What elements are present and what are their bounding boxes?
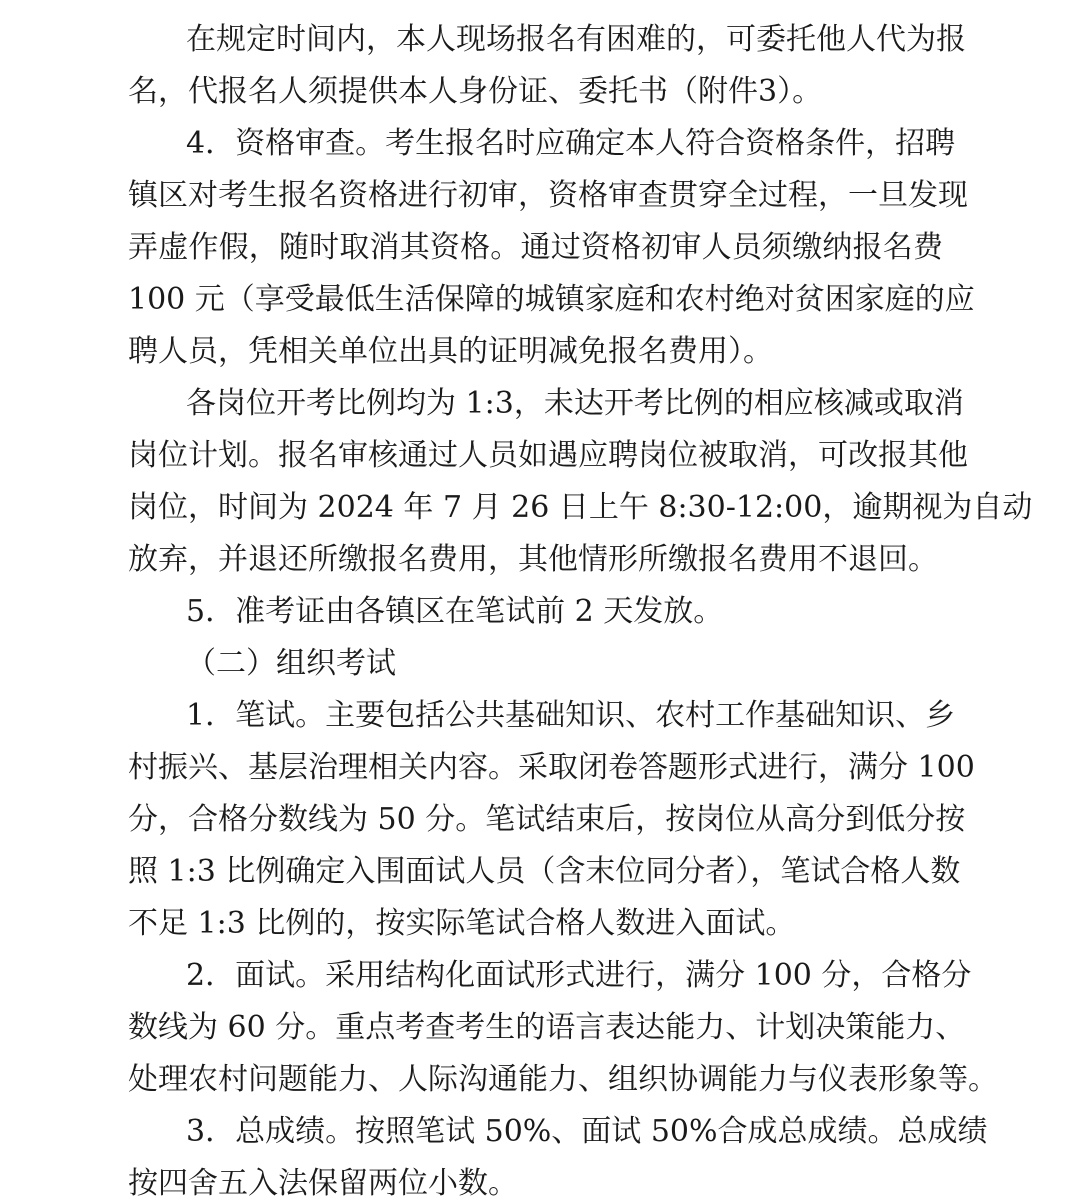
section-heading: （二）组织考试 bbox=[186, 646, 396, 681]
text-line: 100 元（享受最低生活保障的城镇家庭和农村绝对贫困家庭的应 bbox=[128, 282, 975, 317]
text-line: 岗位，时间为 2024 年 7 月 26 日上午 8:30-12:00，逾期视为自动 bbox=[128, 490, 1033, 525]
text-line: 按四舍五入法保留两位小数。 bbox=[128, 1166, 518, 1201]
text-line: 岗位计划。报名审核通过人员如遇应聘岗位被取消，可改报其他 bbox=[128, 438, 968, 473]
text-line: 聘人员，凭相关单位出具的证明减免报名费用）。 bbox=[128, 334, 773, 369]
text-line: 村振兴、基层治理相关内容。采取闭卷答题形式进行，满分 100 bbox=[128, 750, 975, 785]
text-line: 弄虚作假，随时取消其资格。通过资格初审人员须缴纳报名费 bbox=[128, 230, 943, 265]
text-line: 各岗位开考比例均为 1:3，未达开考比例的相应核减或取消 bbox=[186, 386, 964, 421]
text-line: 3．总成绩。按照笔试 50%、面试 50%合成总成绩。总成绩 bbox=[186, 1114, 988, 1149]
text-line: 4．资格审查。考生报名时应确定本人符合资格条件，招聘 bbox=[186, 126, 956, 161]
text-line: 名，代报名人须提供本人身份证、委托书（附件3）。 bbox=[128, 74, 823, 109]
text-line: 不足 1:3 比例的，按实际笔试合格人数进入面试。 bbox=[128, 906, 796, 941]
text-line: 1．笔试。主要包括公共基础知识、农村工作基础知识、乡 bbox=[186, 698, 956, 733]
text-line: 镇区对考生报名资格进行初审，资格审查贯穿全过程，一旦发现 bbox=[128, 178, 968, 213]
text-line: 分，合格分数线为 50 分。笔试结束后，按岗位从高分到低分按 bbox=[128, 802, 966, 837]
text-line: 照 1:3 比例确定入围面试人员（含末位同分者），笔试合格人数 bbox=[128, 854, 961, 889]
text-line: 2．面试。采用结构化面试形式进行，满分 100 分，合格分 bbox=[186, 958, 972, 993]
text-line: 5．准考证由各镇区在笔试前 2 天发放。 bbox=[186, 594, 724, 629]
text-line: 在规定时间内，本人现场报名有困难的，可委托他人代为报 bbox=[186, 22, 966, 57]
text-line: 放弃，并退还所缴报名费用，其他情形所缴报名费用不退回。 bbox=[128, 542, 938, 577]
text-line: 处理农村问题能力、人际沟通能力、组织协调能力与仪表形象等。 bbox=[128, 1062, 998, 1097]
text-line: 数线为 60 分。重点考查考生的语言表达能力、计划决策能力、 bbox=[128, 1010, 966, 1045]
